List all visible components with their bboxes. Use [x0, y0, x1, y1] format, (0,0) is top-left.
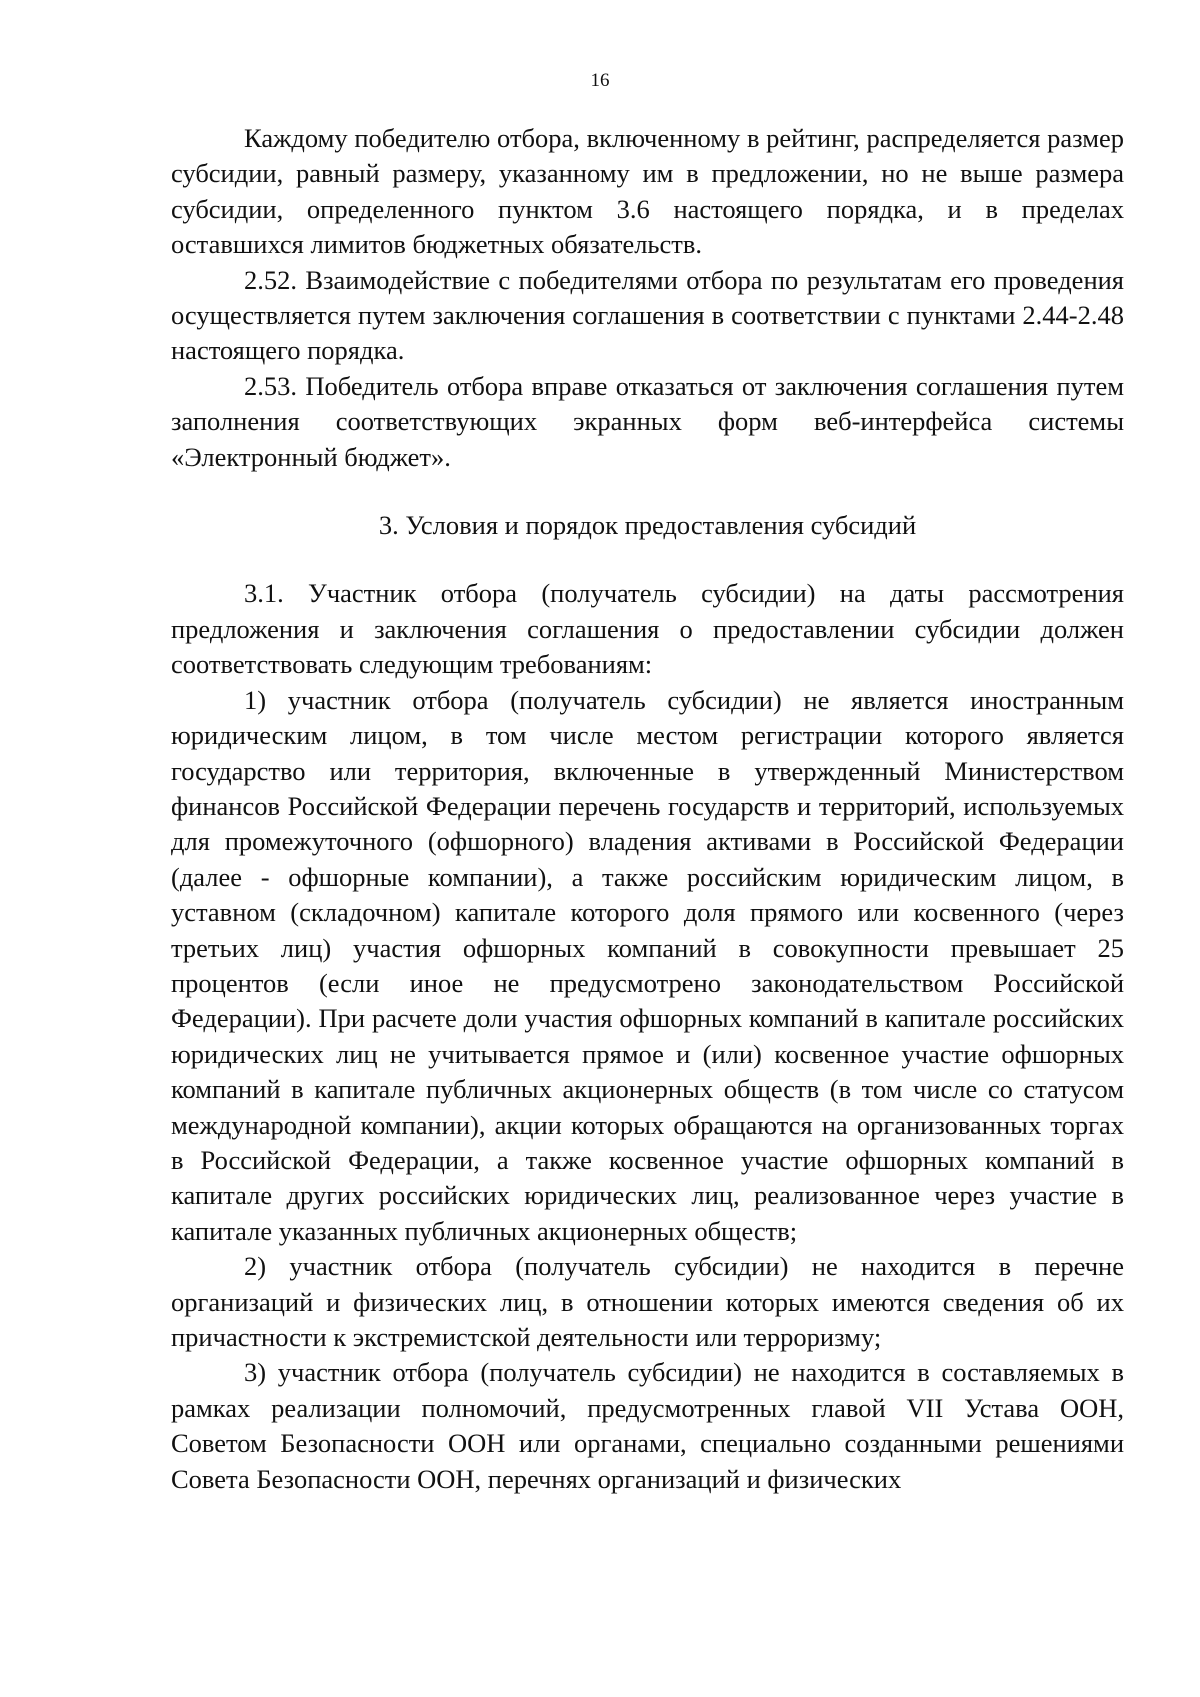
list-item-1: 1) участник отбора (получатель субсидии) не является иностранным юридическим лицом, в том числе местом регистрации которого является государство или территория, включенные в утвержденный Министерством финансов Российской Федерации перечень государств и территорий, используемых для промежуточного (офшорного) владения активами в Российской Федерации (далее - офшорные компании), а также российским юридическим лицом, в уставном (складочном) капитале которого доля прямого или косвенного (через третьих лиц) участия офшорных компаний в совокупности превышает 25 процентов (если иное не предусмотрено законодательством Российской Федерации). При расчете доли участия офшорных компаний в капитале российских юридических лиц не учитывается прямое и (или) косвенное участие офшорных компаний в капитале публичных акционерных обществ (в том числе со статусом международной компании), акции которых обращаются на организованных торгах в Российской Федерации, а также косвенное участие офшорных компаний в капитале других российских юридических лиц, реализованное через участие в капитале указанных публичных акционерных обществ; [171, 684, 1124, 1246]
section-heading-3: 3. Условия и порядок предоставления субсидий [378, 510, 917, 541]
document-body [171, 121, 1124, 1497]
paragraph-2-52: 2.52. Взаимодействие с победителями отбора по результатам его проведения осуществляется путем заключения соглашения в соответствии с пунктами 2.44-2.48 настоящего порядка. [171, 264, 1124, 366]
paragraph-2-53: 2.53. Победитель отбора вправе отказаться от заключения соглашения путем заполнения соответствующих экранных форм веб-интерфейса системы «Электронный бюджет». [171, 370, 1124, 472]
paragraph-3-1: 3.1. Участник отбора (получатель субсидии) на даты рассмотрения предложения и заключения соглашения о предоставлении субсидии должен соответствовать следующим требованиям: [171, 578, 1124, 680]
list-item-2: 2) участник отбора (получатель субсидии) не находится в перечне организаций и физических лиц, в отношении которых имеются сведения об их причастности к экстремистской деятельности или терроризму; [171, 1251, 1124, 1352]
paragraph-subsidy-distribution: Каждому победителю отбора, включенному в рейтинг, распределяется размер субсидии, равный размеру, указанному им в предложении, но не выше размера субсидии, определенного пунктом 3.6 настоящего порядка, и в пределах оставшихся лимитов бюджетных обязательств. [171, 123, 1124, 260]
list-item-3: 3) участник отбора (получатель субсидии) не находится в составляемых в рамках реализации полномочий, предусмотренных главой VII Устава ООН, Советом Безопасности ООН или органами, специально созданными решениями Совета Безопасности ООН, перечнях организаций и физических [171, 1357, 1124, 1494]
page-number: 16 [590, 70, 610, 91]
